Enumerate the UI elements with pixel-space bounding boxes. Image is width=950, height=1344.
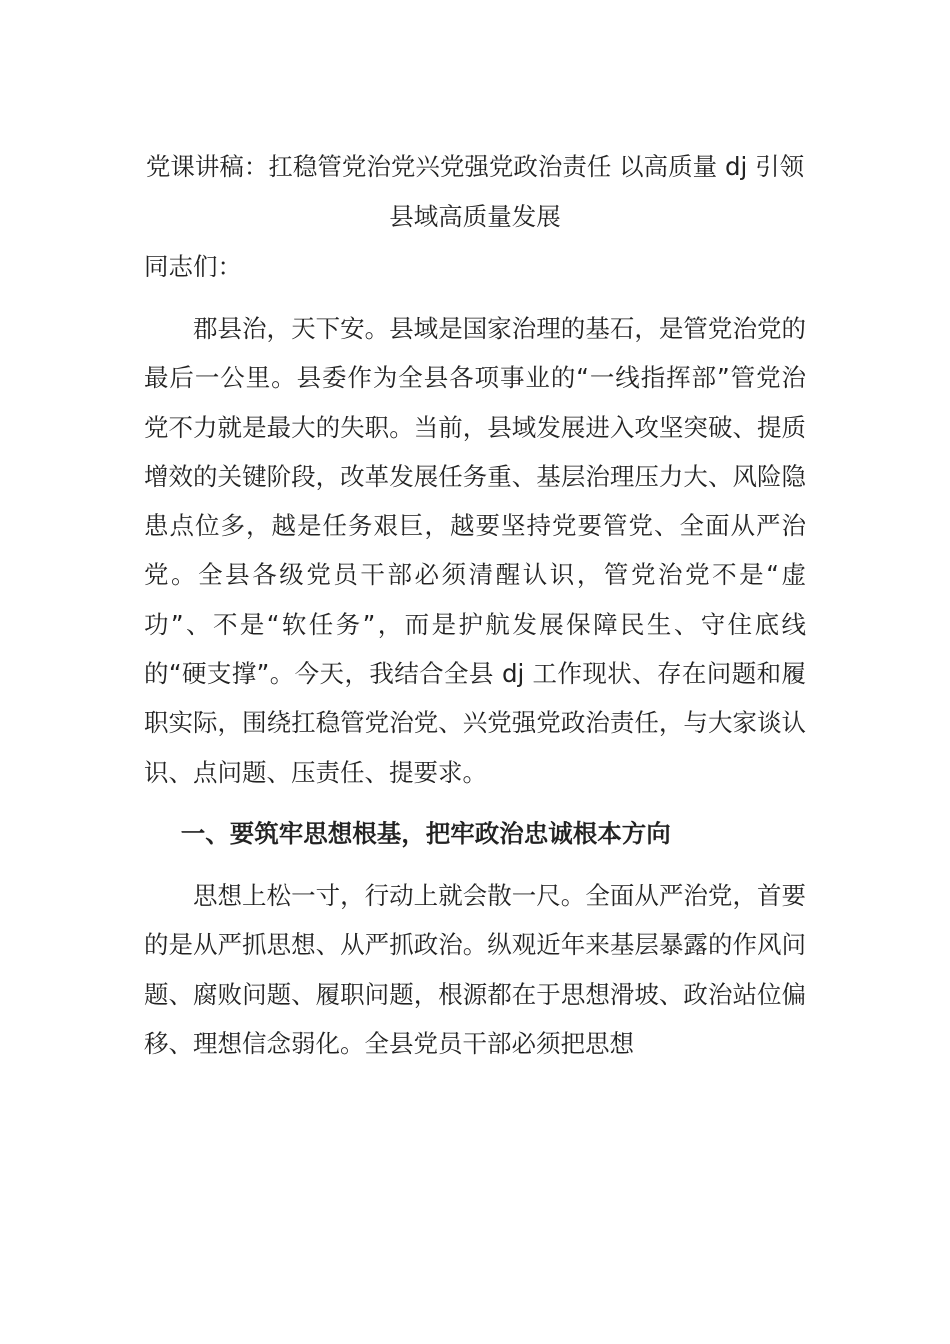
salutation: 同志们： — [144, 252, 242, 281]
intro-paragraph: 郡县治，天下安。县域是国家治理的基石，是管党治党的最后一公里。县委作为全县各项事业的“一线指挥部”管党治党不力就是最大的失职。当前，县域发展进入攻坚突破、提质增效的关键阶段，改革发展任务重、基层治理压力大、风险隐患点位多，越是任务艰巨，越要坚持党要管党、全面从严治党。全县各级党员干部必须清醒认识，管党治党不是“虚功”、不是“软任务”，而是护航发展保障民生、守住底线的“硬支撑”。今天，我结合全县 dj 工作现状、存在问题和履职实际，围绕扛稳管党治党、兴党强党政治责任，与大家谈认识、点问题、压责任、提要求。 — [144, 314, 806, 787]
document-body — [144, 142, 806, 1080]
section-heading: 一、要筑牢思想根基，把牢政治忠诚根本方向 — [180, 818, 671, 848]
section-paragraph: 思想上松一寸，行动上就会散一尺。全面从严治党，首要的是从严抓思想、从严抓政治。纵观近年来基层暴露的作风问题、腐败问题、履职问题，根源都在于思想滑坡、政治站位偏移、理想信念弱化。全县党员干部必须把思想 — [144, 880, 806, 1058]
document-title: 党课讲稿：扛稳管党治党兴党强党政治责任 以高质量 dj 引领县域高质量发展 — [145, 152, 805, 231]
